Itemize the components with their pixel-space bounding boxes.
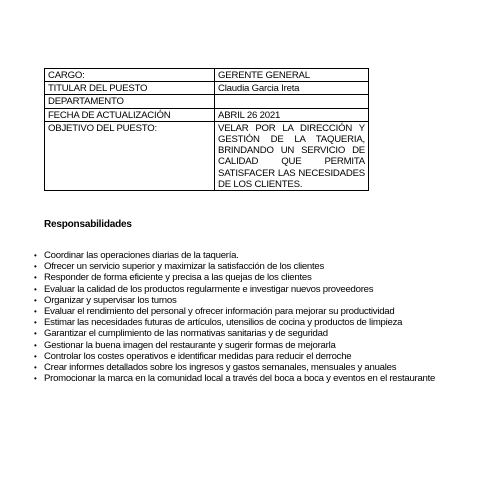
list-item-text: Promocionar la marca en la comunidad local a través del boca a boca y eventos en el restaurante (44, 373, 436, 385)
list-item-text: Evaluar la calidad de los productos regularmente e investigar nuevos proveedores (44, 283, 374, 295)
fecha-value: ABRIL 26 2021 (215, 108, 369, 121)
bullet-icon: • (34, 262, 37, 272)
list-item-text: Organizar y supervisar los turnos (44, 294, 177, 306)
bullet-icon: • (34, 351, 37, 361)
list-item-text: Coordinar las operaciones diarias de la taquería. (44, 250, 239, 261)
bullet-icon: • (34, 318, 37, 328)
bullet-icon: • (34, 284, 37, 294)
bullet-icon: • (34, 295, 37, 305)
list-item (34, 362, 435, 373)
list-item (34, 250, 435, 261)
list-item (34, 373, 435, 384)
list-item (34, 261, 435, 272)
bullet-icon: • (34, 329, 37, 339)
list-item-text: Controlar los costes operativos e identificar medidas para reducir el derroche (44, 350, 352, 362)
list-item (34, 328, 435, 339)
list-item-text: Garantizar el cumplimiento de las normativas sanitarias y de seguridad (44, 328, 328, 340)
table-row-fecha (45, 108, 369, 121)
list-item-text: Responder de forma eficiente y precisa a las quejas de los clientes (44, 272, 312, 284)
list-item (34, 272, 435, 283)
departamento-label: DEPARTAMENTO (45, 95, 215, 108)
table-row-objetivo (45, 121, 369, 190)
bullet-icon: • (34, 273, 37, 283)
list-item (34, 317, 435, 328)
list-item-text: Ofrecer un servicio superior y maximizar la satisfacción de los clientes (44, 261, 325, 273)
bullet-icon: • (34, 251, 37, 260)
list-item (34, 306, 435, 317)
list-item-text: Evaluar el rendimiento del personal y ofrecer información para mejorar su productividad (44, 306, 395, 318)
job-info-table (44, 68, 369, 191)
list-item (34, 351, 435, 362)
objetivo-value: VELAR POR LA DIRECCIÓN Y GESTIÓN DE LA TAQUERIA, BRINDANDO UN SERVICIO DE CALIDAD QUE PERMITA SATISFACER LAS NECESIDADES DE LOS CLIENTES. (215, 121, 369, 190)
responsibilities-title: Responsabilidades (44, 219, 132, 230)
cargo-value: GERENTE GENERAL (215, 69, 369, 82)
list-item (34, 295, 435, 306)
fecha-label: FECHA DE ACTUALIZACIÓN (45, 108, 215, 121)
list-item (34, 284, 435, 295)
bullet-icon: • (34, 340, 37, 350)
list-item-text: Crear informes detallados sobre los ingresos y gastos semanales, mensuales y anuales (44, 362, 397, 374)
table-row-departamento (45, 95, 369, 108)
cargo-label: CARGO: (45, 69, 215, 82)
objetivo-label: OBJETIVO DEL PUESTO: (45, 121, 215, 190)
bullet-icon: • (34, 374, 37, 384)
responsibilities-list (34, 250, 435, 384)
list-item-text: Estimar las necesidades futuras de artículos, utensilios de cocina y productos de limpieza (44, 317, 403, 329)
titular-value: Claudia Garcia Ireta (215, 82, 369, 95)
list-item (34, 340, 435, 351)
departamento-value (215, 95, 369, 108)
bullet-icon: • (34, 363, 37, 373)
table-row-cargo (45, 69, 369, 82)
titular-label: TITULAR DEL PUESTO (45, 82, 215, 95)
list-item-text: Gestionar la buena imagen del restaurante y sugerir formas de mejorarla (44, 339, 336, 351)
bullet-icon: • (34, 307, 37, 317)
table-row-titular (45, 82, 369, 95)
